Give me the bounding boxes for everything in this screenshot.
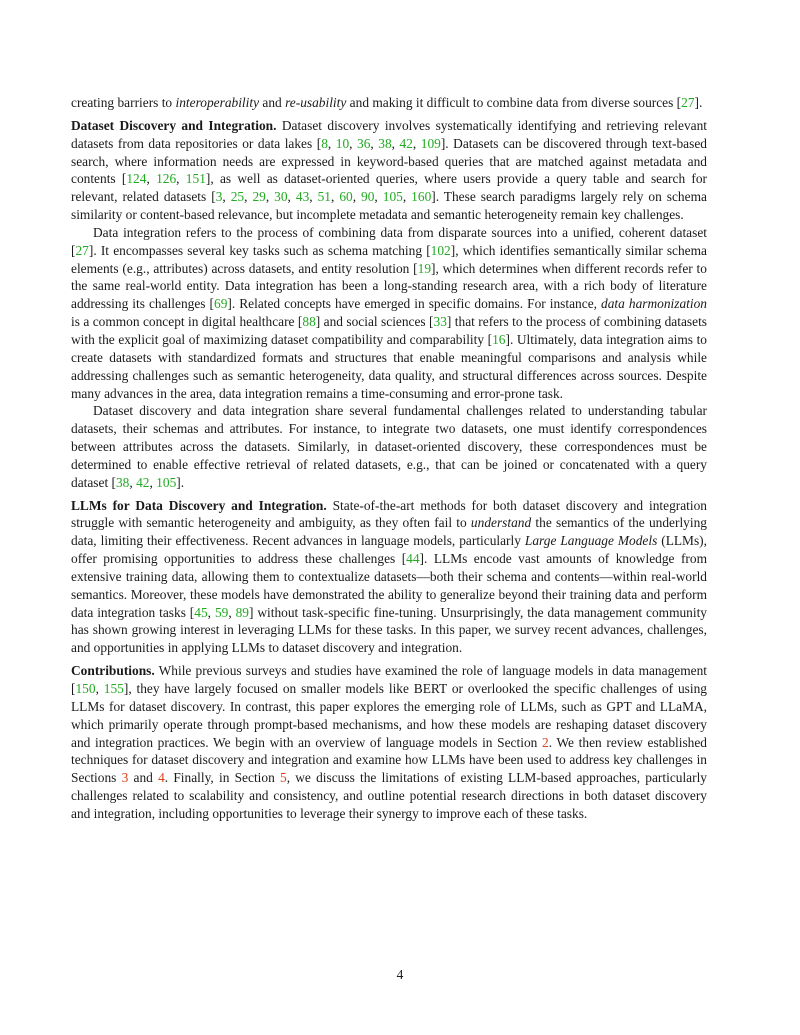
- citation-link[interactable]: 102: [430, 242, 451, 258]
- text: While previous surveys and studies have examined the role of language models in data management [: [71, 663, 707, 696]
- paragraph-contributions: Contributions. While previous surveys and studies have examined the role of language models in data management [150, 155], they have largely focused on smaller models like BERT or overlooked the specific challenges of using LLMs for dataset discovery. In contrast, this paper explores the emerging role of LLMs, such as GPT and LLaMA, which primarily operate through prompt-based mechanisms, and how these models are reshaping dataset discovery and integration practices. We begin with an overview of language models in Section 2. We then review established techniques for dataset discovery and integration and examine how LLMs have been used to address key challenges in Sections 3 and 4. Finally, in Section 5, we discuss the limitations of existing LLM-based approaches, particularly challenges related to scalability and consistency, and outline potential research directions in both dataset discovery and integration, including opportunities to leverage their synergy to improve each of these tasks.: [71, 663, 707, 821]
- paragraph-data-integration: [71, 224, 707, 402]
- text: ]. It encompasses several key tasks such as schema matching [: [88, 242, 431, 258]
- citation-link[interactable]: 105: [156, 474, 177, 490]
- citation-link[interactable]: 89: [235, 604, 249, 620]
- text: and: [259, 95, 286, 110]
- citation-link[interactable]: 27: [75, 242, 89, 258]
- citation-link[interactable]: 19: [417, 260, 432, 276]
- run-in-heading: LLMs for Data Discovery and Integration.: [71, 497, 327, 513]
- text: is a common concept in digital healthcare [: [71, 314, 303, 330]
- text: ]. Ultimately, data integration aims to create datasets with standardized formats and structures that enable meaningful comparisons and analysis while addressing challenges such as semantic heterogeneity, data quality, and structural differences across sources. Despite many advances in the area, data integration remains a time-consuming and error-prone task.: [71, 331, 707, 401]
- text: ] and social sciences [: [315, 314, 434, 330]
- text: (LLMs), offer promising opportunities to address these challenges [: [71, 533, 707, 567]
- text: ] without task-specific fine-tuning. Unsurprisingly, the data management community has shown growing interest in leveraging LLMs for these tasks. In this paper, we survey recent advances, challenges, and opportunities in applying LLMs to dataset discovery and integration.: [71, 604, 708, 656]
- citation-link[interactable]: 88: [302, 314, 316, 330]
- citation-link[interactable]: 25: [230, 189, 245, 205]
- emphasis: Large Language Models: [524, 533, 658, 549]
- text: ], which identifies semantically similar schema elements (e.g., attributes) across datasets, and entity resolution [: [71, 242, 707, 276]
- citation-link[interactable]: 3: [215, 189, 223, 205]
- citation-link[interactable]: 69: [214, 296, 228, 312]
- citation-link[interactable]: 38: [115, 474, 130, 490]
- paragraph-llms: LLMs for Data Discovery and Integration. State-of-the-art methods for both dataset discovery and integration struggle with semantic heterogeneity and ambiguity, as they often fail to understand the semantics of the underlying data, limiting their effectiveness. Recent advances in language models, particularly Large Language Models (LLMs), offer promising opportunities to address these challenges [44]. LLMs encode vast amounts of knowledge from extensive training data, allowing them to contextualize datasets—both their schema and contents—within real-world semantics. Moreover, these models have demonstrated the ability to generalize beyond their training data and perform data integration tasks [45, 59, 89] without task-specific fine-tuning. Unsurprisingly, the data management community has shown growing interest in leveraging LLMs for these tasks. In this paper, we survey recent advances, challenges, and opportunities in applying LLMs to dataset discovery and integration.: [71, 497, 708, 656]
- run-in-heading: Dataset Discovery and Integration.: [71, 117, 277, 133]
- citation-link[interactable]: 45: [194, 604, 208, 620]
- emphasis: understand: [470, 515, 532, 531]
- paragraph-dataset-discovery: Dataset Discovery and Integration. Dataset discovery involves systematically identifying and retrieving relevant datasets from data repositories or data lakes [8, 10, 36, 38, 42, 109]. Datasets can be discovered through text-based search, where information needs are expressed in keyword-based queries that are matched against metadata and contents [124, 126, 151], as well as dataset-oriented queries, where users provide a query table and search for relevant, related datasets [3, 25, 29, 30, 43, 51, 60, 90, 105, 160]. These search paradigms largely rely on schema similarity or content-based relevance, but incomplete metadata and semantic heterogeneity remain key challenges.: [71, 117, 708, 223]
- citation-link[interactable]: 126: [156, 171, 177, 187]
- text: ] that refers to the process of combining datasets with the explicit goal of maximizing dataset compatibility and comparability [: [71, 314, 707, 347]
- text: ]. LLMs encode vast amounts of knowledge from extensive training data, allowing them to contextualize datasets—both their schema and contents—within real-world semantics. Moreover, these models have demonstrated the ability to generalize beyond their training data and perform data integration tasks [: [71, 551, 707, 620]
- text: ].: [694, 95, 703, 110]
- emphasis: interoperability: [175, 95, 260, 110]
- citation-link[interactable]: 151: [185, 171, 206, 187]
- citation-link[interactable]: 124: [126, 171, 147, 187]
- citation-link[interactable]: 33: [433, 314, 447, 330]
- text: ].: [176, 474, 185, 490]
- text: State-of-the-art methods for both dataset discovery and integration struggle with semantic heterogeneity and ambiguity, as they often fail to: [71, 497, 708, 531]
- citation-link[interactable]: 59: [214, 604, 229, 620]
- citation-link[interactable]: 8: [321, 135, 328, 151]
- citation-link[interactable]: 38: [378, 135, 392, 151]
- citation-link[interactable]: 10: [335, 135, 350, 151]
- citation-link[interactable]: 43: [295, 189, 310, 205]
- text: creating barriers to: [71, 95, 176, 110]
- citation-link[interactable]: 105: [382, 189, 403, 205]
- text: ], which determines when different records refer to the same real-world entity. Data integration has been a long-standing research area, with a rich body of literature addressing its challenges [: [71, 260, 707, 312]
- citation-link[interactable]: 90: [361, 189, 375, 205]
- citation-link[interactable]: 42: [399, 135, 413, 151]
- text: . Finally, in Section: [164, 770, 280, 786]
- section-link[interactable]: 3: [121, 770, 129, 786]
- citation-link[interactable]: 27: [681, 95, 695, 110]
- citation-link[interactable]: 155: [103, 681, 124, 696]
- citation-link[interactable]: 36: [357, 135, 371, 151]
- section-link[interactable]: 2: [542, 734, 549, 750]
- citation-link[interactable]: 109: [420, 135, 441, 151]
- text: ]. Datasets can be discovered through text-based search, where information needs are expressed in keyword-based queries that are matched against metadata and contents [: [71, 135, 707, 187]
- text: ]. These search paradigms largely rely on schema similarity or content-based relevance, but incomplete metadata and semantic heterogeneity remain key challenges.: [71, 189, 707, 223]
- citation-link[interactable]: 160: [411, 189, 432, 205]
- paragraph-barriers: [71, 94, 707, 112]
- citation-link[interactable]: 44: [406, 551, 420, 567]
- text: ], they have largely focused on smaller models like BERT or overlooked the specific challenges of using LLMs for dataset discovery. In contrast, this paper explores the emerging role of LLMs, such as GPT and LLaMA, which primarily operate through prompt-based mechanisms, and how these models are reshaping dataset discovery and integration practices. We begin with an overview of language models in Section: [71, 681, 707, 750]
- text: Dataset discovery and data integration share several fundamental challenges related to understanding tabular datasets, their schemas and attributes. For instance, to integrate two datasets, one must identify correspondences between attributes across the datasets. Similarly, in dataset-oriented discovery, these correspondences must be determined to enable effective retrieval of related datasets, e.g., that can be joined or concatenated with a query dataset [: [71, 403, 707, 490]
- paragraph-shared-challenges: Dataset discovery and data integration share several fundamental challenges related to understanding tabular datasets, their schemas and attributes. For instance, to integrate two datasets, one must identify correspondences between attributes across the datasets. Similarly, in dataset-oriented discovery, these correspondences must be determined to enable effective retrieval of related datasets, e.g., that can be joined or concatenated with a query dataset [38, 42, 105].: [71, 403, 707, 490]
- page-number: 4: [396, 967, 404, 982]
- citation-link[interactable]: 150: [75, 681, 96, 696]
- text: Data integration refers to the process of combining data from disparate sources into a unified, coherent dataset [: [71, 224, 707, 258]
- citation-link[interactable]: 51: [317, 189, 331, 205]
- citation-link[interactable]: 60: [339, 189, 353, 205]
- section-link[interactable]: 5: [280, 770, 287, 786]
- run-in-heading: Contributions.: [71, 663, 155, 679]
- paper-body: [71, 94, 707, 823]
- citation-link[interactable]: 42: [136, 474, 150, 490]
- text: . We then review established techniques for dataset discovery and integration and examine how LLMs have been used to address key challenges in Sections: [71, 734, 707, 786]
- text: and: [128, 770, 159, 786]
- text: , we discuss the limitations of existing LLM-based approaches, particularly challenges related to scalability and consistency, and outline potential research directions in both dataset discovery and integration, including opportunities to leverage their synergy to improve each of these tasks.: [71, 770, 707, 821]
- citation-link[interactable]: 29: [252, 189, 266, 205]
- emphasis: data harmonization: [601, 296, 707, 312]
- section-link[interactable]: 4: [158, 770, 165, 786]
- text: ]. Related concepts have emerged in specific domains. For instance,: [227, 296, 602, 312]
- text: and making it difficult to combine data from diverse sources [: [346, 95, 682, 110]
- text: ], as well as dataset-oriented queries, where users provide a query table and search for relevant, related datasets [: [71, 171, 708, 205]
- text: Dataset discovery involves systematically identifying and retrieving relevant datasets from data repositories or data lakes [: [71, 117, 707, 151]
- text: the semantics of the underlying data, limiting their effectiveness. Recent advances in language models, particularly: [71, 515, 707, 549]
- citation-link[interactable]: 16: [492, 331, 506, 347]
- citation-link[interactable]: 30: [274, 189, 288, 205]
- emphasis: re-usability: [285, 95, 347, 110]
